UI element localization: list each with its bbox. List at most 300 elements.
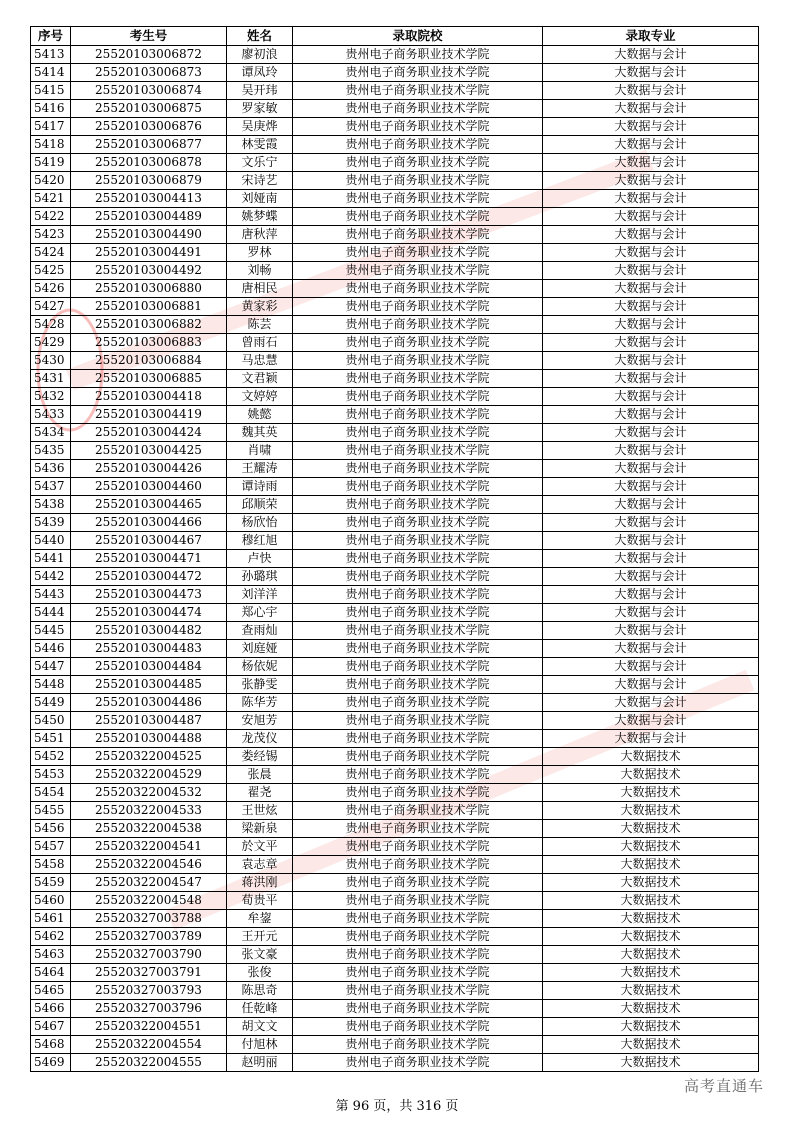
cell-name: 张文豪 (227, 946, 293, 964)
cell-name: 宋诗艺 (227, 172, 293, 190)
cell-seq: 5426 (31, 280, 71, 298)
table-row (31, 532, 759, 550)
table-row (31, 874, 759, 892)
cell-seq: 5455 (31, 802, 71, 820)
cell-college: 贵州电子商务职业技术学院 (293, 442, 543, 460)
column-header-name: 姓名 (227, 27, 293, 46)
cell-major: 大数据与会计 (543, 406, 759, 424)
cell-name: 赵明丽 (227, 1054, 293, 1072)
cell-major: 大数据与会计 (543, 370, 759, 388)
cell-major: 大数据与会计 (543, 100, 759, 118)
cell-exam-id: 25520322004538 (71, 820, 227, 838)
cell-seq: 5437 (31, 478, 71, 496)
cell-exam-id: 25520103006884 (71, 352, 227, 370)
cell-major: 大数据与会计 (543, 586, 759, 604)
cell-exam-id: 25520103004488 (71, 730, 227, 748)
cell-exam-id: 25520103004474 (71, 604, 227, 622)
cell-seq: 5448 (31, 676, 71, 694)
cell-name: 袁志章 (227, 856, 293, 874)
cell-college: 贵州电子商务职业技术学院 (293, 82, 543, 100)
cell-major: 大数据技术 (543, 1054, 759, 1072)
cell-major: 大数据技术 (543, 946, 759, 964)
cell-exam-id: 25520103006876 (71, 118, 227, 136)
cell-name: 曾雨石 (227, 334, 293, 352)
cell-seq: 5444 (31, 604, 71, 622)
cell-seq: 5457 (31, 838, 71, 856)
cell-major: 大数据与会计 (543, 46, 759, 64)
cell-exam-id: 25520103004484 (71, 658, 227, 676)
cell-college: 贵州电子商务职业技术学院 (293, 298, 543, 316)
cell-exam-id: 25520103004426 (71, 460, 227, 478)
cell-seq: 5461 (31, 910, 71, 928)
table-row (31, 298, 759, 316)
cell-exam-id: 25520103004483 (71, 640, 227, 658)
cell-name: 张俊 (227, 964, 293, 982)
cell-major: 大数据技术 (543, 820, 759, 838)
cell-seq: 5418 (31, 136, 71, 154)
table-row (31, 352, 759, 370)
cell-major: 大数据与会计 (543, 316, 759, 334)
table-row (31, 892, 759, 910)
cell-name: 刘娅南 (227, 190, 293, 208)
cell-name: 王开元 (227, 928, 293, 946)
cell-name: 孙璐琪 (227, 568, 293, 586)
cell-major: 大数据技术 (543, 928, 759, 946)
cell-major: 大数据与会计 (543, 334, 759, 352)
cell-college: 贵州电子商务职业技术学院 (293, 982, 543, 1000)
cell-seq: 5450 (31, 712, 71, 730)
cell-college: 贵州电子商务职业技术学院 (293, 604, 543, 622)
table-row (31, 118, 759, 136)
cell-exam-id: 25520322004548 (71, 892, 227, 910)
cell-college: 贵州电子商务职业技术学院 (293, 658, 543, 676)
cell-college: 贵州电子商务职业技术学院 (293, 838, 543, 856)
cell-name: 安旭芳 (227, 712, 293, 730)
cell-college: 贵州电子商务职业技术学院 (293, 514, 543, 532)
cell-exam-id: 25520103006882 (71, 316, 227, 334)
cell-major: 大数据与会计 (543, 478, 759, 496)
cell-exam-id: 25520322004546 (71, 856, 227, 874)
cell-name: 文乐宁 (227, 154, 293, 172)
cell-college: 贵州电子商务职业技术学院 (293, 766, 543, 784)
cell-exam-id: 25520103004487 (71, 712, 227, 730)
cell-major: 大数据与会计 (543, 226, 759, 244)
cell-college: 贵州电子商务职业技术学院 (293, 964, 543, 982)
cell-major: 大数据与会计 (543, 622, 759, 640)
cell-exam-id: 25520103004485 (71, 676, 227, 694)
table-row (31, 910, 759, 928)
cell-seq: 5432 (31, 388, 71, 406)
cell-name: 荀贵平 (227, 892, 293, 910)
cell-name: 翟尧 (227, 784, 293, 802)
cell-college: 贵州电子商务职业技术学院 (293, 226, 543, 244)
cell-seq: 5454 (31, 784, 71, 802)
cell-name: 付旭林 (227, 1036, 293, 1054)
cell-name: 马忠慧 (227, 352, 293, 370)
cell-college: 贵州电子商务职业技术学院 (293, 568, 543, 586)
cell-college: 贵州电子商务职业技术学院 (293, 928, 543, 946)
cell-seq: 5443 (31, 586, 71, 604)
cell-name: 刘庭娅 (227, 640, 293, 658)
cell-seq: 5466 (31, 1000, 71, 1018)
cell-exam-id: 25520322004541 (71, 838, 227, 856)
cell-seq: 5453 (31, 766, 71, 784)
table-row (31, 514, 759, 532)
cell-college: 贵州电子商务职业技术学院 (293, 874, 543, 892)
cell-name: 查雨灿 (227, 622, 293, 640)
table-row (31, 640, 759, 658)
cell-seq: 5414 (31, 64, 71, 82)
cell-seq: 5452 (31, 748, 71, 766)
cell-name: 蒋洪刚 (227, 874, 293, 892)
table-row (31, 406, 759, 424)
cell-name: 娄经锡 (227, 748, 293, 766)
cell-major: 大数据与会计 (543, 388, 759, 406)
cell-major: 大数据与会计 (543, 694, 759, 712)
column-header-major: 录取专业 (543, 27, 759, 46)
cell-seq: 5458 (31, 856, 71, 874)
table-row (31, 64, 759, 82)
cell-college: 贵州电子商务职业技术学院 (293, 370, 543, 388)
cell-name: 邱顺荣 (227, 496, 293, 514)
cell-college: 贵州电子商务职业技术学院 (293, 586, 543, 604)
cell-seq: 5442 (31, 568, 71, 586)
cell-seq: 5456 (31, 820, 71, 838)
table-row (31, 226, 759, 244)
cell-exam-id: 25520103004424 (71, 424, 227, 442)
cell-exam-id: 25520103004486 (71, 694, 227, 712)
table-row (31, 982, 759, 1000)
cell-name: 陈思奇 (227, 982, 293, 1000)
column-header-college: 录取院校 (293, 27, 543, 46)
cell-seq: 5435 (31, 442, 71, 460)
cell-major: 大数据技术 (543, 892, 759, 910)
table-row (31, 190, 759, 208)
table-row (31, 208, 759, 226)
cell-exam-id: 25520103006885 (71, 370, 227, 388)
cell-exam-id: 25520103004467 (71, 532, 227, 550)
table-row (31, 712, 759, 730)
table-row (31, 496, 759, 514)
cell-name: 穆红旭 (227, 532, 293, 550)
cell-major: 大数据与会计 (543, 298, 759, 316)
cell-exam-id: 25520103006883 (71, 334, 227, 352)
cell-major: 大数据技术 (543, 784, 759, 802)
cell-college: 贵州电子商务职业技术学院 (293, 172, 543, 190)
cell-college: 贵州电子商务职业技术学院 (293, 406, 543, 424)
table-row (31, 676, 759, 694)
cell-seq: 5451 (31, 730, 71, 748)
cell-seq: 5427 (31, 298, 71, 316)
cell-seq: 5428 (31, 316, 71, 334)
cell-seq: 5467 (31, 1018, 71, 1036)
cell-name: 卢快 (227, 550, 293, 568)
cell-major: 大数据与会计 (543, 154, 759, 172)
cell-major: 大数据技术 (543, 1000, 759, 1018)
cell-exam-id: 25520327003793 (71, 982, 227, 1000)
cell-exam-id: 25520103004490 (71, 226, 227, 244)
cell-seq: 5429 (31, 334, 71, 352)
cell-name: 罗林 (227, 244, 293, 262)
cell-name: 姚梦蝶 (227, 208, 293, 226)
cell-college: 贵州电子商务职业技术学院 (293, 820, 543, 838)
cell-exam-id: 25520103004465 (71, 496, 227, 514)
cell-major: 大数据与会计 (543, 730, 759, 748)
cell-college: 贵州电子商务职业技术学院 (293, 856, 543, 874)
cell-name: 郑心宇 (227, 604, 293, 622)
table-row (31, 928, 759, 946)
cell-seq: 5459 (31, 874, 71, 892)
table-body (31, 46, 759, 1072)
cell-college: 贵州电子商务职业技术学院 (293, 1036, 543, 1054)
cell-college: 贵州电子商务职业技术学院 (293, 676, 543, 694)
cell-exam-id: 25520322004529 (71, 766, 227, 784)
cell-seq: 5417 (31, 118, 71, 136)
cell-exam-id: 25520103004425 (71, 442, 227, 460)
cell-seq: 5434 (31, 424, 71, 442)
cell-name: 任乾峰 (227, 1000, 293, 1018)
table-row (31, 568, 759, 586)
column-header-exam-id: 考生号 (71, 27, 227, 46)
cell-college: 贵州电子商务职业技术学院 (293, 388, 543, 406)
cell-college: 贵州电子商务职业技术学院 (293, 784, 543, 802)
cell-exam-id: 25520322004525 (71, 748, 227, 766)
cell-college: 贵州电子商务职业技术学院 (293, 154, 543, 172)
cell-seq: 5419 (31, 154, 71, 172)
cell-seq: 5447 (31, 658, 71, 676)
cell-major: 大数据与会计 (543, 658, 759, 676)
cell-exam-id: 25520103006872 (71, 46, 227, 64)
table-row (31, 1054, 759, 1072)
cell-major: 大数据技术 (543, 748, 759, 766)
cell-name: 刘洋洋 (227, 586, 293, 604)
cell-college: 贵州电子商务职业技术学院 (293, 802, 543, 820)
cell-college: 贵州电子商务职业技术学院 (293, 946, 543, 964)
cell-college: 贵州电子商务职业技术学院 (293, 550, 543, 568)
cell-exam-id: 25520322004532 (71, 784, 227, 802)
cell-exam-id: 25520103004466 (71, 514, 227, 532)
cell-name: 林雯霞 (227, 136, 293, 154)
cell-name: 谭诗雨 (227, 478, 293, 496)
cell-college: 贵州电子商务职业技术学院 (293, 136, 543, 154)
cell-name: 黄家彩 (227, 298, 293, 316)
cell-major: 大数据与会计 (543, 172, 759, 190)
column-header-seq: 序号 (31, 27, 71, 46)
cell-college: 贵州电子商务职业技术学院 (293, 1000, 543, 1018)
table-row (31, 604, 759, 622)
cell-major: 大数据与会计 (543, 424, 759, 442)
cell-exam-id: 25520103006875 (71, 100, 227, 118)
cell-major: 大数据与会计 (543, 568, 759, 586)
cell-major: 大数据与会计 (543, 460, 759, 478)
cell-seq: 5469 (31, 1054, 71, 1072)
cell-major: 大数据技术 (543, 856, 759, 874)
cell-exam-id: 25520103004472 (71, 568, 227, 586)
cell-college: 贵州电子商务职业技术学院 (293, 1054, 543, 1072)
cell-exam-id: 25520327003796 (71, 1000, 227, 1018)
cell-college: 贵州电子商务职业技术学院 (293, 478, 543, 496)
cell-college: 贵州电子商务职业技术学院 (293, 460, 543, 478)
cell-name: 魏其英 (227, 424, 293, 442)
cell-name: 胡文文 (227, 1018, 293, 1036)
cell-name: 王世炫 (227, 802, 293, 820)
cell-major: 大数据与会计 (543, 514, 759, 532)
cell-college: 贵州电子商务职业技术学院 (293, 892, 543, 910)
table-row (31, 334, 759, 352)
table-row (31, 622, 759, 640)
cell-seq: 5446 (31, 640, 71, 658)
cell-name: 肖啸 (227, 442, 293, 460)
cell-name: 吴庚烨 (227, 118, 293, 136)
table-row (31, 442, 759, 460)
cell-name: 龙茂仪 (227, 730, 293, 748)
cell-exam-id: 25520103006880 (71, 280, 227, 298)
cell-college: 贵州电子商务职业技术学院 (293, 334, 543, 352)
cell-exam-id: 25520327003790 (71, 946, 227, 964)
cell-major: 大数据与会计 (543, 712, 759, 730)
cell-college: 贵州电子商务职业技术学院 (293, 190, 543, 208)
cell-seq: 5465 (31, 982, 71, 1000)
table-row (31, 838, 759, 856)
cell-major: 大数据技术 (543, 838, 759, 856)
cell-exam-id: 25520322004555 (71, 1054, 227, 1072)
cell-seq: 5436 (31, 460, 71, 478)
cell-exam-id: 25520327003791 (71, 964, 227, 982)
table-row (31, 82, 759, 100)
cell-college: 贵州电子商务职业技术学院 (293, 262, 543, 280)
cell-seq: 5440 (31, 532, 71, 550)
cell-exam-id: 25520103004418 (71, 388, 227, 406)
cell-seq: 5424 (31, 244, 71, 262)
cell-major: 大数据技术 (543, 964, 759, 982)
cell-college: 贵州电子商务职业技术学院 (293, 424, 543, 442)
table-row (31, 136, 759, 154)
cell-major: 大数据技术 (543, 802, 759, 820)
cell-name: 张晨 (227, 766, 293, 784)
cell-name: 姚懿 (227, 406, 293, 424)
cell-major: 大数据与会计 (543, 640, 759, 658)
table-row (31, 280, 759, 298)
table-row (31, 1018, 759, 1036)
cell-name: 於文平 (227, 838, 293, 856)
cell-exam-id: 25520103006874 (71, 82, 227, 100)
cell-major: 大数据技术 (543, 1036, 759, 1054)
cell-exam-id: 25520322004547 (71, 874, 227, 892)
cell-exam-id: 25520103004419 (71, 406, 227, 424)
cell-major: 大数据技术 (543, 766, 759, 784)
cell-exam-id: 25520327003789 (71, 928, 227, 946)
cell-college: 贵州电子商务职业技术学院 (293, 208, 543, 226)
cell-name: 张静雯 (227, 676, 293, 694)
table-row (31, 172, 759, 190)
table-row (31, 100, 759, 118)
cell-name: 陈华芳 (227, 694, 293, 712)
table-row (31, 262, 759, 280)
cell-seq: 5430 (31, 352, 71, 370)
cell-major: 大数据技术 (543, 874, 759, 892)
page-footer: 第 96 页，共 316 页 (335, 1099, 459, 1114)
cell-exam-id: 25520103004473 (71, 586, 227, 604)
cell-major: 大数据与会计 (543, 208, 759, 226)
cell-major: 大数据与会计 (543, 676, 759, 694)
cell-seq: 5438 (31, 496, 71, 514)
cell-seq: 5420 (31, 172, 71, 190)
cell-major: 大数据与会计 (543, 118, 759, 136)
table-row (31, 856, 759, 874)
cell-exam-id: 25520103004413 (71, 190, 227, 208)
cell-major: 大数据与会计 (543, 244, 759, 262)
cell-college: 贵州电子商务职业技术学院 (293, 352, 543, 370)
cell-college: 贵州电子商务职业技术学院 (293, 316, 543, 334)
cell-seq: 5413 (31, 46, 71, 64)
cell-seq: 5415 (31, 82, 71, 100)
cell-name: 唐秋萍 (227, 226, 293, 244)
table-row (31, 586, 759, 604)
table-row (31, 478, 759, 496)
cell-seq: 5462 (31, 928, 71, 946)
cell-college: 贵州电子商务职业技术学院 (293, 730, 543, 748)
cell-name: 廖初浪 (227, 46, 293, 64)
cell-seq: 5422 (31, 208, 71, 226)
cell-college: 贵州电子商务职业技术学院 (293, 694, 543, 712)
table-row (31, 730, 759, 748)
cell-seq: 5463 (31, 946, 71, 964)
cell-seq: 5431 (31, 370, 71, 388)
table-row (31, 1000, 759, 1018)
cell-name: 陈芸 (227, 316, 293, 334)
cell-college: 贵州电子商务职业技术学院 (293, 100, 543, 118)
cell-name: 谭凤玲 (227, 64, 293, 82)
admission-table (30, 26, 759, 1072)
table-row (31, 424, 759, 442)
cell-college: 贵州电子商务职业技术学院 (293, 622, 543, 640)
cell-college: 贵州电子商务职业技术学院 (293, 712, 543, 730)
cell-exam-id: 25520103004492 (71, 262, 227, 280)
cell-seq: 5460 (31, 892, 71, 910)
cell-major: 大数据与会计 (543, 550, 759, 568)
cell-major: 大数据与会计 (543, 64, 759, 82)
table-row (31, 802, 759, 820)
cell-college: 贵州电子商务职业技术学院 (293, 1018, 543, 1036)
cell-name: 唐相民 (227, 280, 293, 298)
cell-major: 大数据与会计 (543, 532, 759, 550)
cell-major: 大数据与会计 (543, 496, 759, 514)
cell-seq: 5468 (31, 1036, 71, 1054)
cell-major: 大数据与会计 (543, 352, 759, 370)
cell-major: 大数据技术 (543, 982, 759, 1000)
cell-major: 大数据与会计 (543, 280, 759, 298)
table-row (31, 820, 759, 838)
table-row (31, 244, 759, 262)
cell-exam-id: 25520322004533 (71, 802, 227, 820)
table-row (31, 154, 759, 172)
cell-name: 杨欣怡 (227, 514, 293, 532)
cell-name: 杨依妮 (227, 658, 293, 676)
cell-exam-id: 25520103004471 (71, 550, 227, 568)
cell-exam-id: 25520322004551 (71, 1018, 227, 1036)
cell-exam-id: 25520103006873 (71, 64, 227, 82)
table-row (31, 964, 759, 982)
cell-exam-id: 25520103006878 (71, 154, 227, 172)
cell-exam-id: 25520103004489 (71, 208, 227, 226)
cell-seq: 5433 (31, 406, 71, 424)
cell-college: 贵州电子商务职业技术学院 (293, 532, 543, 550)
cell-major: 大数据与会计 (543, 136, 759, 154)
cell-seq: 5423 (31, 226, 71, 244)
cell-exam-id: 25520103004482 (71, 622, 227, 640)
cell-name: 刘畅 (227, 262, 293, 280)
table-row (31, 1036, 759, 1054)
